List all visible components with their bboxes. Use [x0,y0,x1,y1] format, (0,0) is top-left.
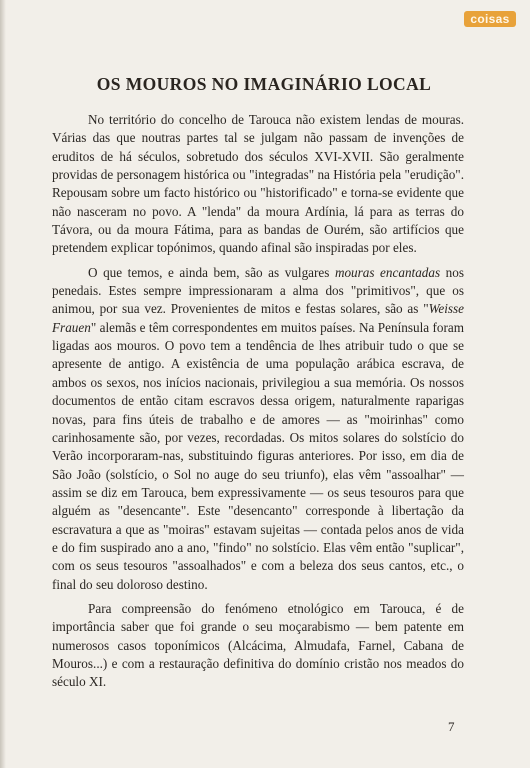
paragraph-3: Para compreensão do fenómeno etnológico em Tarouca, é de importância saber que foi grande o seu moçarabismo — bem patente em numerosos casos toponímicos (Alcácima, Almudafa, Farnel, Cabana de Mouros...) e com a restauração definitiva do domínio cristão nos meados do século XI. [52,600,464,690]
page-binding-shadow [0,0,6,768]
paragraph-2-part-c: " alemãs e têm correspondentes em muitos países. Na Península foram ligadas aos mouros. O povo tem a tendência de lhes atribuir tudo o que se apresente de antigo. A existência de uma população arábica escrava, de ambos os sexos, nos inícios nacionais, privilegiou a sua memória. Os nossos documentos de então citam escravos dessa origem, naturalmente raparigas novas, para fins úteis de trabalho e de amores — as "moirinhas" como carinhosamente são, por vezes, recordadas. Os mitos solares do solstício do Verão incorporaram-nas, substituindo figuras anteriores. Por isso, em dia de São João (solstício, o Sol no auge do seu triunfo), elas vêm "assoalhar" — assim se diz em Tarouca, bem expressivamente — os seus tesouros para que alguém as "desencante". Este "desencanto" corresponde à libertação da escravatura a que as "moiras" estavam sujeitas — contada pelos anos de vida e do fim suspirado ano a ano, "findo" no solstício. Elas vêm então "suplicar", com os seus tesouros "assoalhados" e com a beleza dos seus cantos, etc., o final do seu doloroso destino. [52,319,464,592]
paragraph-1: No território do concelho de Tarouca não existem lendas de mouras. Várias das que noutras partes tal se julgam não passam de invenções de eruditos de há séculos, sobretudo dos séculos XVI-XVII. São geralmente providas de personagem histórica ou "integradas" na História pela "erudição". Repousam sobre um facto histórico ou "historificado" e torna-se evidente que não nasceram no povo. A "lenda" da moura Ardínia, lá para as terras do Távora, ou da moura Fátima, para as bandas de Ourém, são artifícios que pretendem explicar topónimos, quando afinal são inspiradas por eles. [52,112,464,256]
paragraph-2-part-a: O que temos, e ainda bem, são as vulgares [88,264,335,280]
article-body [52,111,464,692]
page-number: 7 [448,719,455,734]
paragraph-2-part-b: nos penedais. Estes sempre impressionaram a alma dos "primitivos", que os animou, por sua vez. Provenientes de mitos e festas solares, são as " [52,264,464,317]
emphasis-weisse-frauen: Weisse Frauen [52,301,464,335]
coisas-badge: coisas [464,11,516,27]
article-title: OS MOUROS NO IMAGINÁRIO LOCAL [96,74,432,94]
emphasis-mouras-encantadas: mouras encantadas [334,264,441,280]
paragraph-2 [52,264,464,594]
